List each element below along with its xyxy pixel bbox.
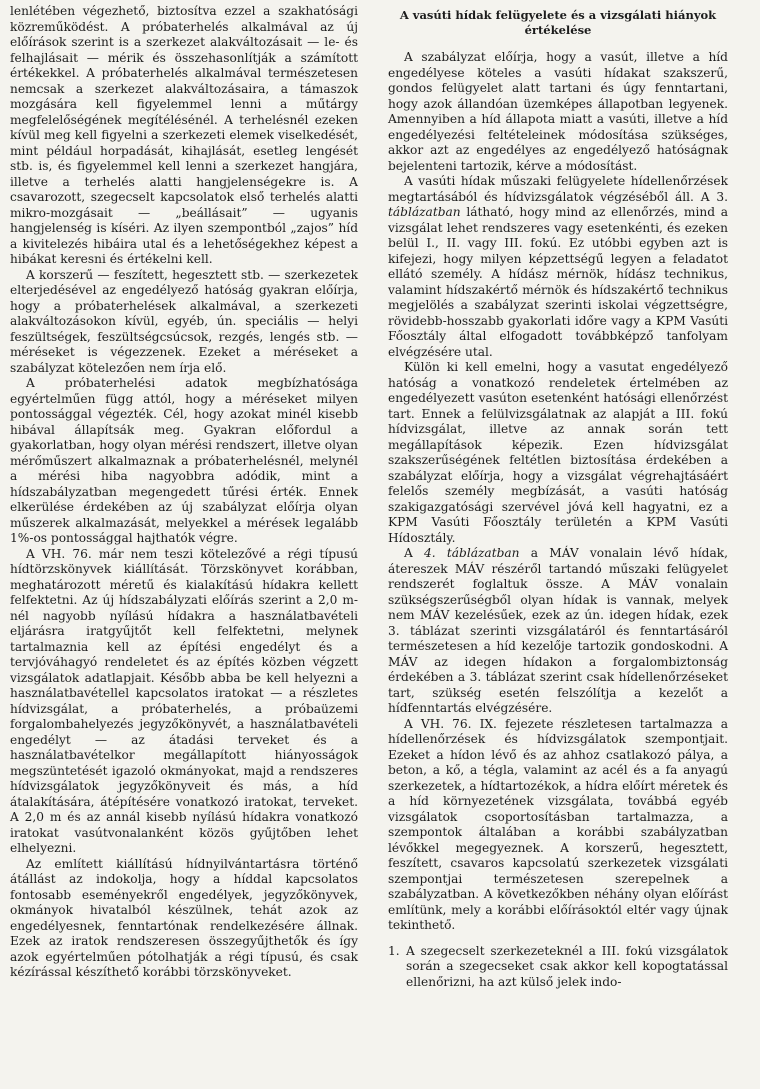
right-paragraph-5: A VH. 76. IX. fejezete részletesen tartalmazza a hídellenőrzések és hídvizsgálatok szempontjait. Ezeket a hídon lévő és az ahhoz csatlakozó pálya, a beton, a kő, a tégla, valamint az acél és a fa anyagú szerkezetek, a hídtartozékok, a hídra előírt méretek és a híd környezetének vizsgálata, továbbá egyéb vizsgálatok csoportosításban tartalmazza, a szempontok általában a korábbi szabályzatban lévőkkel megegyeznek. A korszerű, hegesztett, feszített, csavaros kapcsolatú szerkezetek vizsgálati szempontjai természetesen szerepelnek a szabályzatban. A következőkben néhány olyan előírást említünk, mely a korábbi előírásoktól eltér vagy újnak tekinthető. xyxy=(388,716,728,932)
right-paragraph-2-prefix: A vasúti hídak műszaki felügyelete hídellenőrzések megtartásából és hídvizsgálatok végzéséből áll. A 3. xyxy=(388,174,728,204)
section-heading-line-2: értékelése xyxy=(524,23,592,37)
left-paragraph-5: Az említett kiállítású hídnyilvántartásra történő átállást az indokolja, hogy a híddal kapcsolatos fontosabb eseményekről engedélyek, jegyzőkönyvek, okmányok hivatalból készülnek, tehát azok az engedélyesnek, fenntartónak rendelkezésére állnak. Ezek az iratok rendszeresen összegyűjthetők és így azok egyértelműen pótolhatják a régi típusú, és csak kézírással készíthető korábbi törzskönyveket. xyxy=(10,856,358,979)
table-4-reference: 4. táblázatban xyxy=(424,546,520,560)
left-column xyxy=(10,4,358,981)
left-paragraph-1: lenlétében végezhető, biztosítva ezzel a szakhatósági közreműködést. A próbaterhelés alkalmával az új előírások szerint is a szerkezet alakváltozásait — le- és felhajlásait — mérik és összehasonlítják a számított értékekkel. A próbaterhelés alkalmával természetesen nemcsak a szerkezet alakváltozásaira, a támaszok mozgására kell figyelemmel lenni a műtárgy megfelelőségének megítélésénél. A terhelésnél ezeken kívül meg kell figyelni a szerkezeti elemek viselkedését, mint például horpadását, kihajlását, esetleg lengését stb. is, és figyelemmel kell lenni a szerkezet hangjára, illetve a terhelés alatti hangjelenségekre is. A csavarozott, szegecselt kapcsolatok első terhelés alatti mikro-mozgásait — „beállásait” — ugyanis hangjelenség is kíséri. Az ilyen szempontból „zajos” híd a kivitelezés hibáira utal és a lehetőségekhez képest a hibákat keresni és értékelni kell. xyxy=(10,4,358,266)
list-item-text: A szegecselt szerkezeteknél a III. fokú vizsgálatok során a szegecseket csak akkor kell kopogtatással ellenőrizni, ha azt külső jelek indo- xyxy=(406,943,728,989)
right-paragraph-2-rest: látható, hogy mind az ellenőrzés, mind a vizsgálat lehet rendszeres vagy esetenkénti, és ezeken belül I., II. vagy III. fokú. Ez utóbbi egyben azt is kifejezi, hogy milyen képzettségű legyen a feladatot ellátó személy. A hídász mérnök, hídász technikus, valamint hídszakértő mérnök és hídszakértő technikus megjelölés a szabályzat szerinti iskolai végzettségre, rövidebb-hosszabb gyakorlati időre vagy a KPM Vasúti Főosztály által elfogadott továbbképző tanfolyam elvégzésére utal. xyxy=(388,205,728,359)
section-heading-line-1: A vasúti hídak felügyelete és a vizsgálati hiányok xyxy=(399,8,717,22)
right-column xyxy=(388,4,728,990)
list-item xyxy=(388,944,728,991)
left-paragraph-3: A próbaterhelési adatok megbízhatósága egyértelműen függ attól, hogy a méréseket milyen pontossággal végezték. Cél, hogy azokat minél kisebb hibával állapítsák meg. Gyakran előfordul a gyakorlatban, hogy olyan mérési rendszert, illetve olyan mérőműszert alkalmaznak a próbaterhelésnél, melynél a mérési hiba nagyobbra adódik, mint a hídszabályzatban megengedett tűrési érték. Ennek elkerülése érdekében az új szabályzat előírja olyan műszerek alkalmazását, melyekkel a mérések legalább 1%-os pontossággal hajthatók végre. xyxy=(10,376,358,545)
right-paragraph-2 xyxy=(388,174,728,360)
right-paragraph-3: Külön ki kell emelni, hogy a vasutat engedélyező hatóság a vonatkozó rendeletek értelmében az engedélyezett vasúton esetenként hatósági ellenőrzést tart. Ennek a felülvizsgálatnak az alapját a III. fokú hídvizsgálat, illetve az annak során tett megállapítások képezik. Ezen hídvizsgálat szakszerűségének feltétlen biztosítása érdekében a szabályzat előírja, hogy a vizsgálat végrehajtásáért felelős személy megbízását, a vasúti hatóság szakigazgatósági szervével jóvá kell hagyatni, ez a KPM Vasúti Főosztály területén a KPM Vasúti Hídosztály. xyxy=(388,360,728,545)
left-paragraph-4: A VH. 76. már nem teszi kötelezővé a régi típusú hídtörzskönyvek kiállítását. Törzskönyvet korábban, meghatározott méretű és kialakítású hídakra kellett felfektetni. Az új hídszabályzati előírás szerint a 2,0 m-nél nagyobb nyílású hídakra a használatbavételi eljárásra iratgyűjtőt kell felfektetni, melynek tartalmaznia kell az építési engedélyt és a tervjóváhagyó rendeletet és az építés közben végzett vizsgálatok adatlapjait. Később abba be kell helyezni a használatbavétellel kapcsolatos iratokat — a részletes hídvizsgálat, a próbaterhelés, a próbaüzemi forgalombahelyezés jegyzőkönyvét, a használatbavételi engedélyt — az átadási terveket és a használatbavételkor megállapított hiányosságok megszüntetését igazoló okmányokat, majd a rendszeres hídvizsgálatok jegyzőkönyveit és más, a híd átalakítására, átépítésére vonatkozó iratokat, terveket. A 2,0 m és az annál kisebb nyílású hídakra vonatkozó iratokat vasútvonalanként közös gyűjtőben lehet elhelyezni. xyxy=(10,546,358,855)
list-item-number: 1. xyxy=(388,943,400,958)
right-paragraph-4-prefix: A xyxy=(404,546,425,560)
right-paragraph-1: A szabályzat előírja, hogy a vasút, illetve a híd engedélyese köteles a vasúti hídakat szakszerű, gondos felügyelet alatt tartani és úgy fenntartani, hogy azok állandóan üzemképes állapotban legyenek. Amennyiben a híd állapota miatt a vasúti, illetve a híd engedélyezési feltételeinek módosítása szükséges, akkor azt az engedélyes az engedélyező hatóságnak bejelenteni tartozik, kérve a módosítást. xyxy=(388,50,728,173)
section-heading xyxy=(388,8,728,38)
table-3-reference: táblázatban xyxy=(388,205,461,219)
left-paragraph-2: A korszerű — feszített, hegesztett stb. — szerkezetek elterjedésével az engedélyező hatóság gyakran előírja, hogy a próbaterhelések alkalmával, a szerkezeti alakváltozásokon kívül, egyéb, ún. speciális — helyi feszültségek, feszültségcsúcsok, rezgés, lengés stb. — méréseket is végezzenek. Ezeket a méréseket a szabályzat kötelezően nem írja elő. xyxy=(10,267,358,375)
right-paragraph-4-rest: a MÁV vonalain lévő hídak, átereszek MÁV részéről tartandó műszaki felügyelet rendszerét foglaltuk össze. A MÁV vonalain szükségszerűségből olyan hídak is vannak, melyek nem MÁV kezelésűek, ezek az ún. idegen hídak, ezek 3. táblázat szerinti vizsgálatáról és fenntartásáról természetesen a híd kezelője tartozik gondoskodni. A MÁV az idegen hídakon a forgalombiztonság érdekében a 3. táblázat szerint csak hídellenőrzéseket tart, szükség esetén felszólítja a kezelőt a hídfenntartás elvégzésére. xyxy=(388,546,728,715)
right-paragraph-4 xyxy=(388,546,728,717)
